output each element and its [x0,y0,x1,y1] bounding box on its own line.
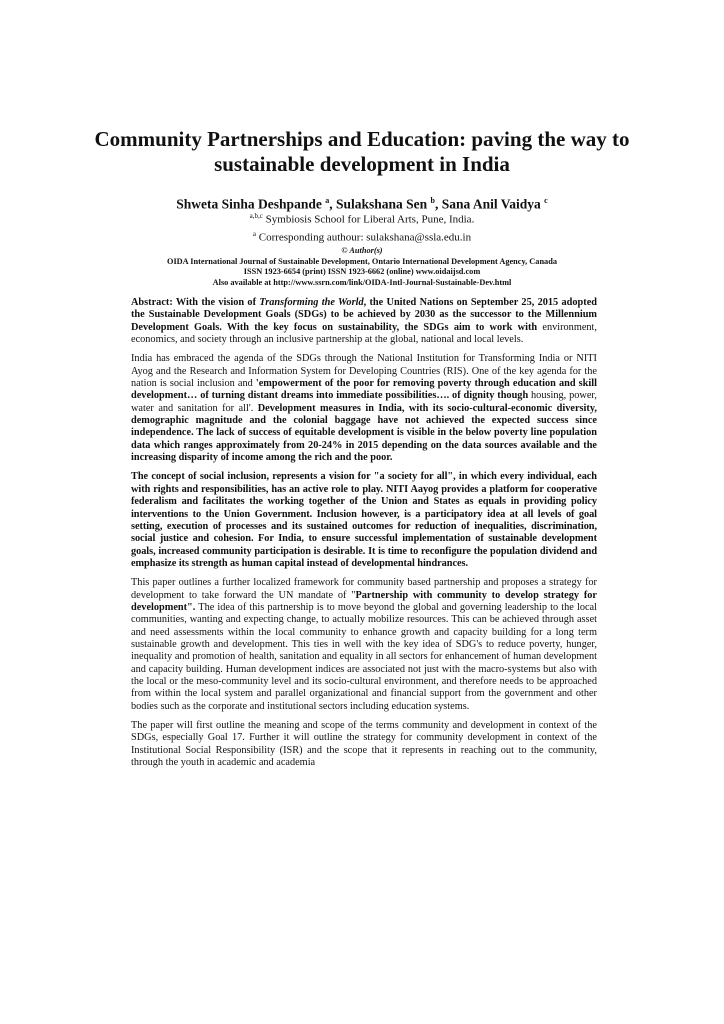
abstract-paragraph-1 [131,297,597,346]
emphasis-text: 'empowerment of the poor for removing poverty through education and skill development… of turning distant dreams into immediate possibilities…. of dignity though [131,378,597,402]
title-line-2: sustainable development in India [214,152,510,176]
paragraph-text: Development measures in India, with its socio-cultural-economic diversity, demographic magnitude and the colonial baggage have not achieved the expected success since independence. The lack of success of equitable development is visible in the below poverty line population data which ranges approximately from 20-24% in 2015 depending on the data sources available and the increasing disparity of income among the rich and the poor. [131,402,597,464]
affiliation-block [60,209,664,244]
copyright-line: © Author(s) [341,246,383,255]
abstract-paragraph-5: The paper will first outline the meaning and scope of the terms community and development in context of the SDGs, especially Goal 17. Further it will outline the strategy for community development in context of the Institutional Social Responsibility (ISR) and the scope that it represents in reaching out to the community, through the youth in academic and academia [131,720,597,769]
author-marker: c [544,196,548,205]
paragraph-text: With the vision of [172,297,260,308]
author-name: Shweta Sinha Deshpande [176,196,322,212]
abstract-paragraph-2 [131,353,597,464]
journal-name: OIDA International Journal of Sustainable Development, Ontario International Development Agency, Canada [167,256,557,266]
author-name: Sulakshana Sen [335,196,428,212]
journal-link[interactable]: Also available at http://www.ssrn.com/link/OIDA-Intl-Journal-Sustainable-Dev.html [212,277,512,287]
paragraph-text: This paper outlines a further localized framework for community based partnership and proposes a strategy for development to take forward the UN mandate of " [131,577,597,601]
abstract-paragraph-4 [131,577,597,713]
affiliation-marker: a,b,c [249,212,263,220]
journal-issn: ISSN 1923-6654 (print) ISSN 1923-6662 (online) www.oidaijsd.com [243,267,481,277]
paragraph-text: India has embraced the agenda of the SDGs through the National Institution for Transforming India or NITI Ayog and the Research and Information System for Developing Countries (RIS). One of the key agenda for the nation is social inclusion and [131,353,597,390]
corresponding-email[interactable]: Corresponding authour: sulakshana@ssla.edu.in [255,231,472,244]
journal-info [60,246,664,288]
emphasis-text: Transforming the World [259,297,364,308]
paragraph-text: The idea of this partnership is to move beyond the global and governing leadership to the local communities, wanting and expecting change, to actually mobilize resources. This can be achieved through asset and need assessments within the local community to enhance growth and capacity building for a long term sustainable growth and development. This ties in well with the key idea of SDG's to reduce poverty, hunger, inequality and promotion of health, sanitation and equality in all sectors for enhancement of human development and capacity building. Human development indices are associated not just with the macro-systems but also with the local or the meso-community level and its socio-cultural environment, and therefore needs to be approached from within the local system and parallel organizational and financial support from the government and other bodies such as the corporate and institutional sectors including education systems. [131,601,597,712]
abstract-body [131,297,597,776]
abstract-label: Abstract: [131,297,173,308]
author-marker: b [430,196,435,205]
corresponding-marker: a [252,229,256,238]
paragraph-text: , the United Nations on September 25, 2015 adopted the Sustainable Development Goals (SDGs) to be achieved by 2030 as the successor to the Millennium Development Goals. With the key focus on sustainability, the SDGs aim to work with [131,297,597,333]
affiliation-text: Symbiosis School for Liberal Arts, Pune, India. [262,213,475,226]
affiliation-line [60,209,664,227]
corresponding-author [60,227,664,245]
title-line-1: Community Partnerships and Education: paving the way to [94,127,630,151]
abstract-paragraph-3: The concept of social inclusion, represents a vision for "a society for all", in which every individual, each with rights and responsibilities, has an active role to play. NITI Aayog provides a platform for cooperative federalism and facilitates the working together of the Union and States as equals in providing policy interventions to the Union Government. Inclusion however, is a participatory idea at all levels of goal setting, execution of processes and its sustained outcomes for reduction of inequalities, discrimination, social justice and cohesion. For India, to ensure successful implementation of sustainable development goals, increased community participation is desirable. It is time to reconfigure the population dividend and emphasize its strength as human capital instead of developmental hindrances. [131,471,597,569]
emphasis-text: Partnership with community to develop strategy for development". [131,589,597,613]
paragraph-text: environment, economics, and society through an inclusive partnership at the global, national and local levels. [131,321,597,346]
paper-title [60,127,664,177]
author-name: Sana Anil Vaidya [441,196,541,212]
author-separator: , [434,196,442,212]
author-marker: a [325,196,330,205]
paragraph-text: housing, power, water and sanitation for all'. [131,390,597,414]
author-separator: , [329,196,336,212]
